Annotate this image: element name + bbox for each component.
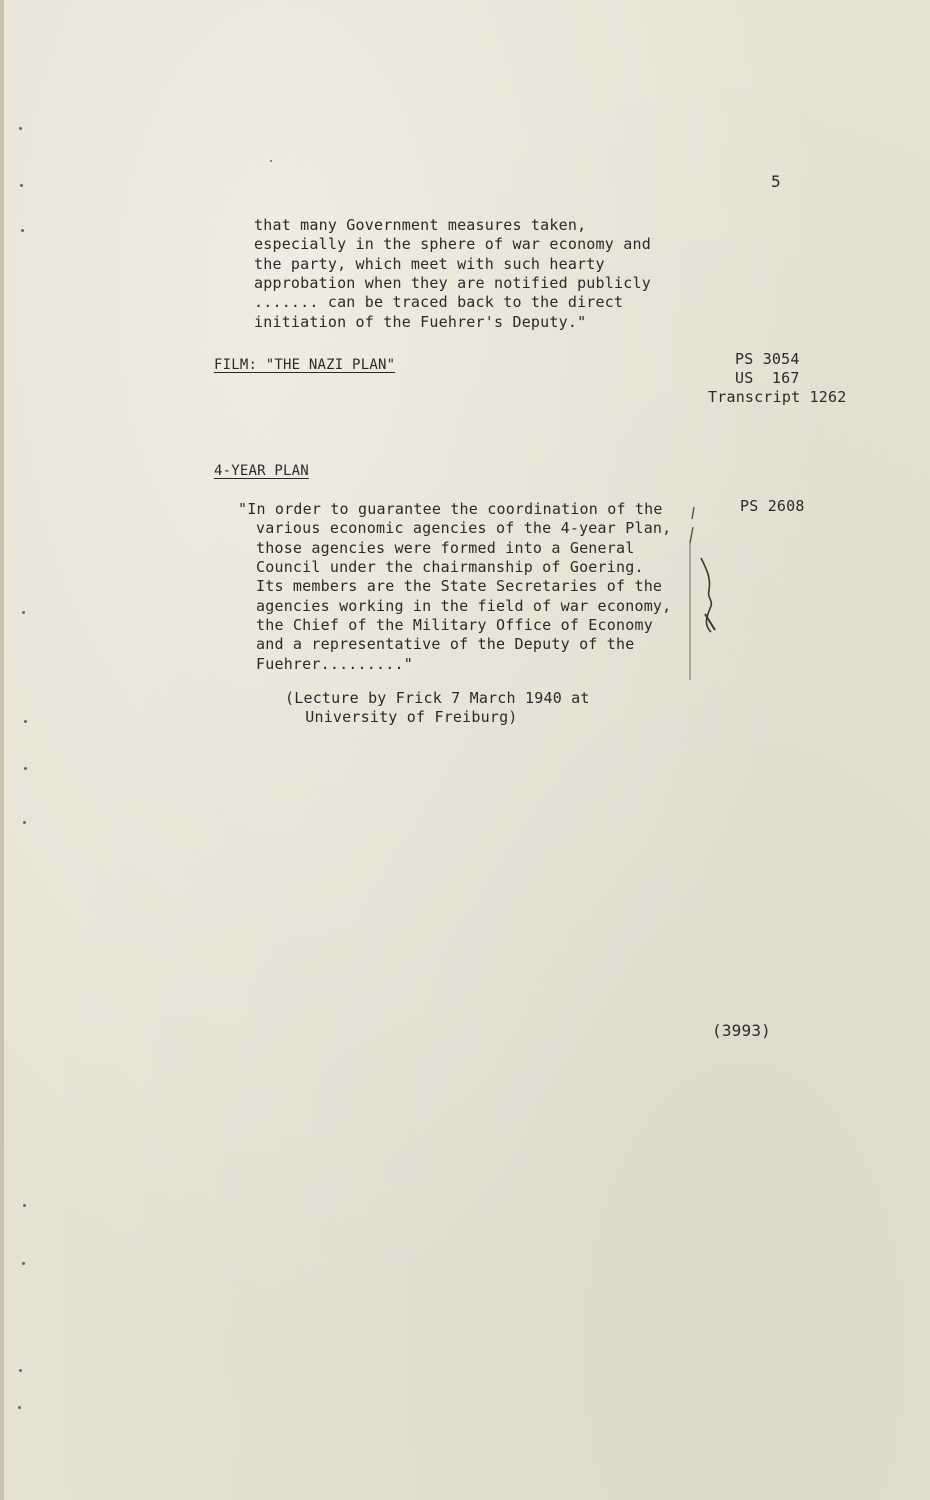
quote-line: the Chief of the Military Office of Economy — [256, 616, 653, 634]
paper-speck — [23, 1204, 26, 1207]
paper-speck — [270, 160, 272, 162]
quote-line: especially in the sphere of war economy and — [254, 235, 651, 253]
film-ref-transcript: Transcript 1262 — [708, 388, 847, 406]
quote-line: that many Government measures taken, — [254, 216, 587, 234]
paper-speck — [18, 1406, 21, 1409]
paper-speck — [21, 229, 24, 232]
film-ref-ps: PS 3054 — [735, 350, 800, 368]
handwritten-bracket-mark — [689, 538, 729, 688]
handwritten-tick-mark — [684, 505, 698, 545]
quote-line: Fuehrer........." — [256, 655, 413, 673]
paper-speck — [24, 720, 27, 723]
quote-line: those agencies were formed into a General — [256, 539, 635, 557]
quote-line: Its members are the State Secretaries of the — [256, 577, 663, 595]
quote-line: approbation when they are notified publicly — [254, 274, 651, 292]
quote-line: Council under the chairmanship of Goering. — [256, 558, 644, 576]
four-year-plan-ref: PS 2608 — [740, 497, 805, 515]
paper-speck — [23, 821, 26, 824]
paper-speck — [22, 611, 25, 614]
paper-speck — [22, 1262, 25, 1265]
paper-speck — [19, 127, 22, 130]
quote-line: initiation of the Fuehrer's Deputy." — [254, 313, 587, 331]
page-number: 5 — [771, 172, 781, 191]
paper-speck — [24, 767, 27, 770]
paper-speck — [19, 1369, 22, 1372]
source-line: University of Freiburg) — [296, 708, 518, 726]
source-line: (Lecture by Frick 7 March 1940 at — [285, 689, 590, 707]
quote-line: "In order to guarantee the coordination of the — [238, 500, 663, 518]
film-heading: FILM: "THE NAZI PLAN" — [214, 357, 396, 373]
quote-line: the party, which meet with such hearty — [254, 255, 605, 273]
quote-line: agencies working in the field of war economy, — [256, 597, 672, 615]
page-left-edge — [0, 0, 4, 1500]
footer-document-number: (3993) — [712, 1021, 771, 1040]
quote-line: various economic agencies of the 4-year Plan, — [256, 519, 672, 537]
quote-line: and a representative of the Deputy of the — [256, 635, 635, 653]
film-ref-us: US 167 — [735, 369, 800, 387]
quote-line: ....... can be traced back to the direct — [254, 293, 624, 311]
four-year-plan-heading: 4-YEAR PLAN — [214, 463, 309, 479]
paper-speck — [20, 184, 23, 187]
